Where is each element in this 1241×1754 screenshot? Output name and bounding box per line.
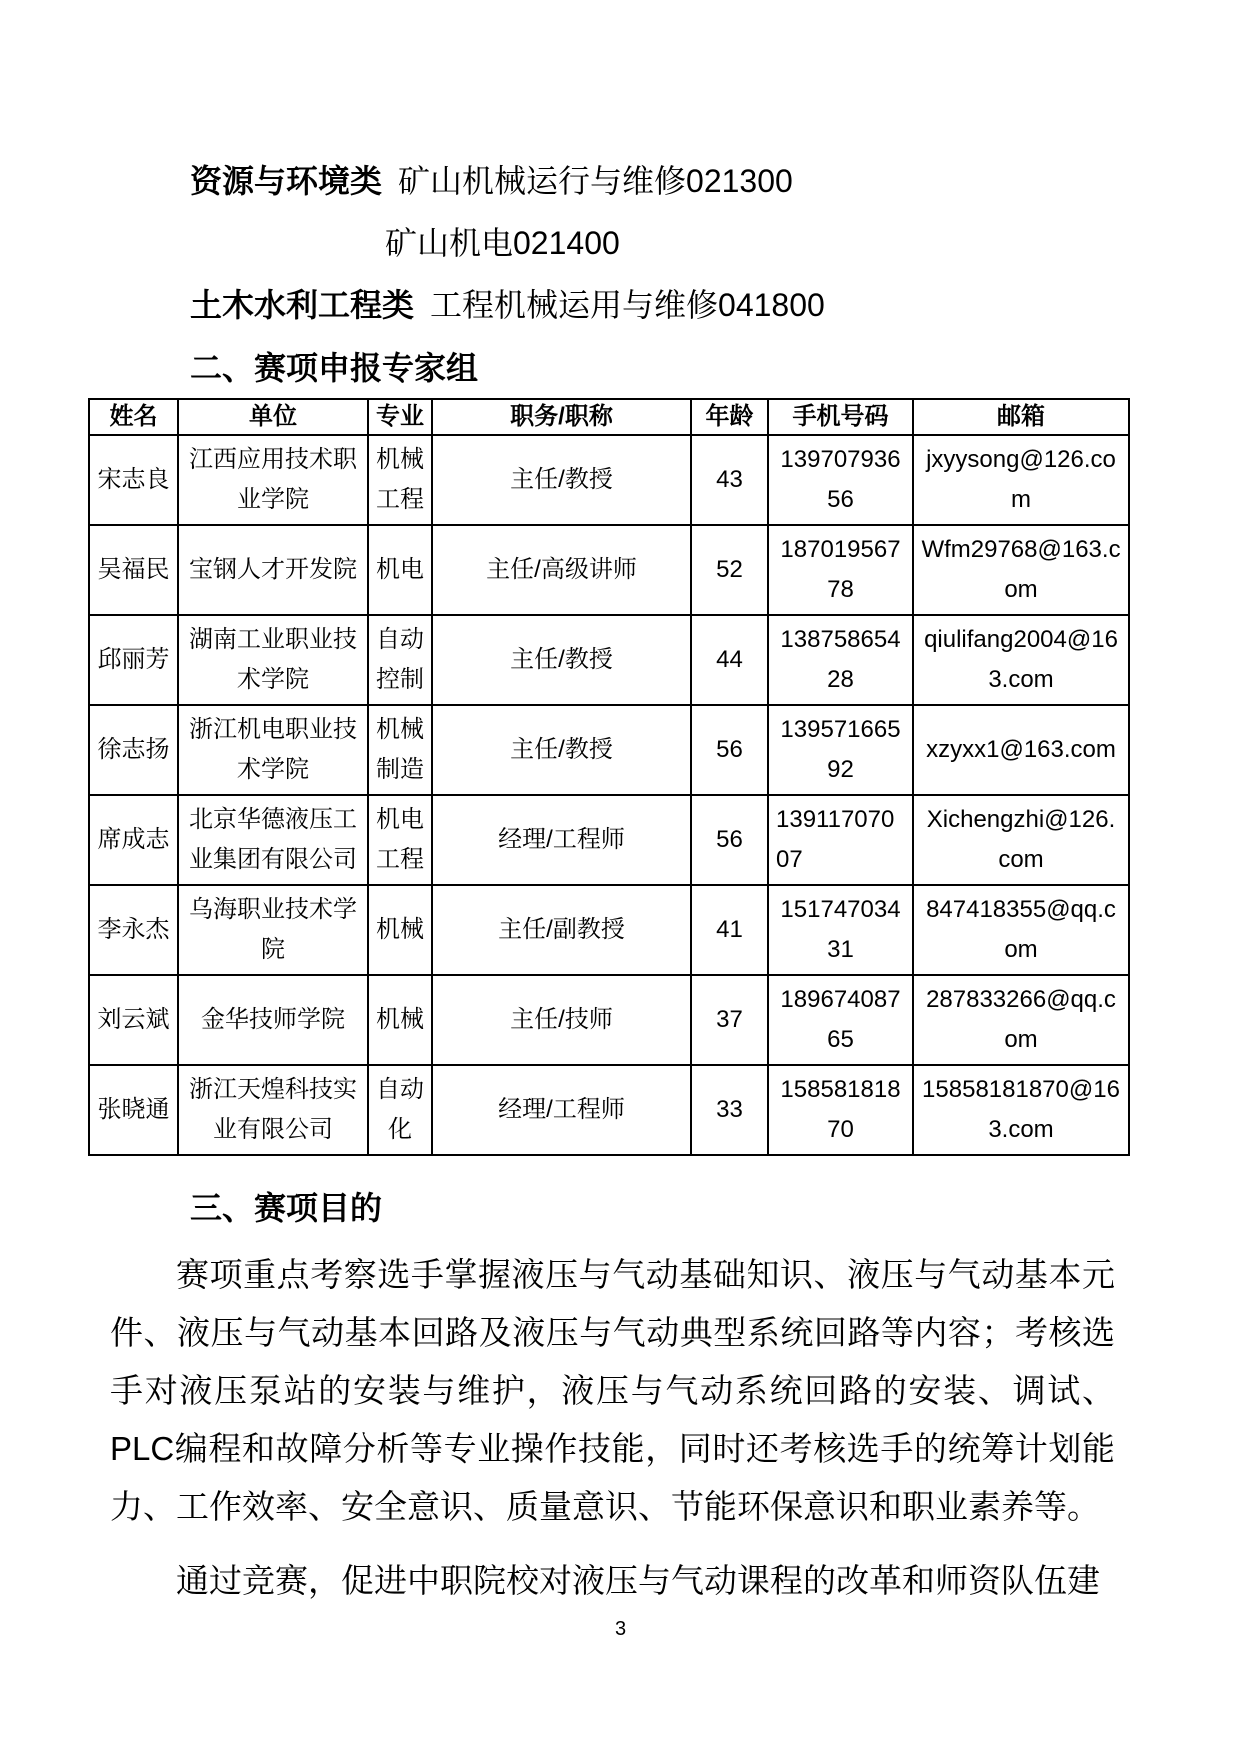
expert-name: 吴福民 [89, 525, 178, 615]
expert-major: 机电工程 [368, 795, 432, 885]
expert-major: 机械 [368, 885, 432, 975]
expert-phone: 15174703431 [768, 885, 913, 975]
expert-unit: 北京华德液压工业集团有限公司 [178, 795, 368, 885]
expert-unit: 湖南工业职业技术学院 [178, 615, 368, 705]
category-value: 工程机械运用与维修041800 [430, 287, 825, 323]
expert-email: 287833266@qq.com [913, 975, 1129, 1065]
table-row [89, 975, 1129, 1065]
table-row [89, 885, 1129, 975]
expert-email: 15858181870@163.com [913, 1065, 1129, 1155]
header-title: 职务/职称 [432, 399, 691, 435]
category-section [190, 150, 1241, 336]
expert-phone: 13911707007 [768, 795, 913, 885]
header-age: 年龄 [691, 399, 768, 435]
category-value: 矿山机械运行与维修021300 [398, 163, 793, 199]
purpose-paragraph: 赛项重点考察选手掌握液压与气动基础知识、液压与气动基本元件、液压与气动基本回路及液压与气动典型系统回路等内容；考核选手对液压泵站的安装与维护，液压与气动系统回路的安装、调试、PLC编程和故障分析等专业操作技能，同时还考核选手的统筹计划能力、工作效率、安全意识、质量意识、节能环保意识和职业素养等。 [110, 1256, 1115, 1525]
expert-table [88, 398, 1130, 1156]
expert-email: Xichengzhi@126.com [913, 795, 1129, 885]
expert-phone: 18701956778 [768, 525, 913, 615]
expert-phone: 13875865428 [768, 615, 913, 705]
expert-unit: 金华技师学院 [178, 975, 368, 1065]
expert-phone: 15858181870 [768, 1065, 913, 1155]
expert-unit: 浙江机电职业技术学院 [178, 705, 368, 795]
expert-unit: 浙江天煌科技实业有限公司 [178, 1065, 368, 1155]
expert-unit: 乌海职业技术学院 [178, 885, 368, 975]
expert-email: qiulifang2004@163.com [913, 615, 1129, 705]
expert-phone: 18967408765 [768, 975, 913, 1065]
expert-name: 宋志良 [89, 435, 178, 525]
section-heading-experts: 二、赛项申报专家组 [190, 350, 479, 386]
category-label: 资源与环境类 [190, 163, 383, 199]
expert-title: 主任/教授 [432, 435, 691, 525]
category-line [190, 150, 1241, 212]
expert-name: 席成志 [89, 795, 178, 885]
expert-email: xzyxx1@163.com [913, 705, 1129, 795]
expert-major: 机械工程 [368, 435, 432, 525]
table-row [89, 435, 1129, 525]
expert-age: 33 [691, 1065, 768, 1155]
expert-title: 主任/教授 [432, 615, 691, 705]
expert-age: 56 [691, 795, 768, 885]
purpose-paragraph: 通过竞赛，促进中职院校对液压与气动课程的改革和师资队伍建 [176, 1562, 1100, 1599]
header-major: 专业 [368, 399, 432, 435]
category-label: 土木水利工程类 [190, 287, 415, 323]
expert-age: 37 [691, 975, 768, 1065]
header-email: 邮箱 [913, 399, 1129, 435]
expert-title: 经理/工程师 [432, 1065, 691, 1155]
table-row [89, 615, 1129, 705]
expert-phone: 13970793656 [768, 435, 913, 525]
table-row [89, 1065, 1129, 1155]
table-row [89, 525, 1129, 615]
header-name: 姓名 [89, 399, 178, 435]
expert-age: 44 [691, 615, 768, 705]
expert-name: 张晓通 [89, 1065, 178, 1155]
expert-major: 机械制造 [368, 705, 432, 795]
expert-major: 自动化 [368, 1065, 432, 1155]
table-row [89, 705, 1129, 795]
expert-unit: 江西应用技术职业学院 [178, 435, 368, 525]
expert-major: 自动控制 [368, 615, 432, 705]
expert-phone: 13957166592 [768, 705, 913, 795]
page-number: 3 [614, 1618, 627, 1640]
expert-title: 主任/技师 [432, 975, 691, 1065]
table-row [89, 795, 1129, 885]
expert-age: 56 [691, 705, 768, 795]
expert-name: 李永杰 [89, 885, 178, 975]
expert-major: 机电 [368, 525, 432, 615]
expert-age: 43 [691, 435, 768, 525]
header-unit: 单位 [178, 399, 368, 435]
expert-name: 刘云斌 [89, 975, 178, 1065]
expert-email: 847418355@qq.com [913, 885, 1129, 975]
expert-email: jxyysong@126.com [913, 435, 1129, 525]
table-header-row [89, 399, 1129, 435]
category-line [190, 212, 1241, 274]
expert-age: 52 [691, 525, 768, 615]
expert-email: Wfm29768@163.com [913, 525, 1129, 615]
expert-title: 经理/工程师 [432, 795, 691, 885]
expert-name: 邱丽芳 [89, 615, 178, 705]
expert-major: 机械 [368, 975, 432, 1065]
header-phone: 手机号码 [768, 399, 913, 435]
category-line [190, 274, 1241, 336]
expert-unit: 宝钢人才开发院 [178, 525, 368, 615]
category-value: 矿山机电021400 [385, 225, 620, 261]
section-heading-purpose: 三、赛项目的 [190, 1190, 383, 1226]
expert-title: 主任/教授 [432, 705, 691, 795]
expert-title: 主任/副教授 [432, 885, 691, 975]
expert-name: 徐志扬 [89, 705, 178, 795]
expert-age: 41 [691, 885, 768, 975]
expert-title: 主任/高级讲师 [432, 525, 691, 615]
